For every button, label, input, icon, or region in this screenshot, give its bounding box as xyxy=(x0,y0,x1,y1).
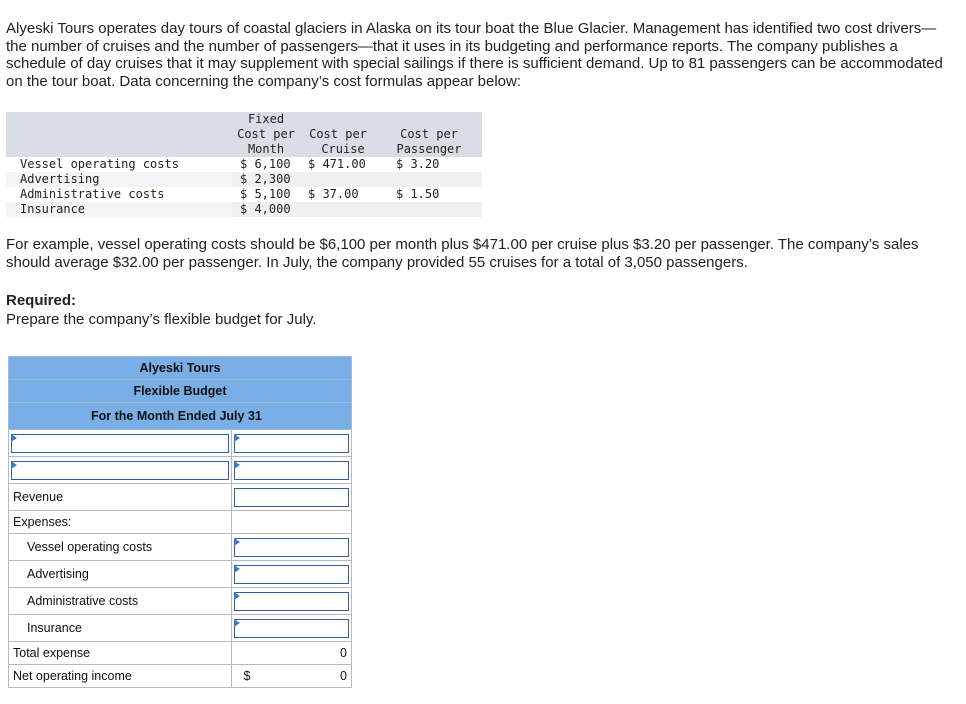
value-cell xyxy=(231,561,351,588)
input-marker-icon xyxy=(234,538,240,546)
budget-row-expenses xyxy=(9,511,352,534)
advertising-label: Advertising xyxy=(9,561,232,588)
budget-row-revenue xyxy=(9,484,352,511)
revenue-label: Revenue xyxy=(9,484,232,511)
cost-row-label: Insurance xyxy=(6,202,232,217)
advertising-input[interactable] xyxy=(234,565,349,584)
cost-cruise-value: $ 471.00 xyxy=(300,157,376,172)
dollar-sign: $ xyxy=(243,669,251,683)
budget-period-label: For the Month Ended July 31 xyxy=(91,409,262,423)
fixed-header-line2: Cost per xyxy=(237,127,295,141)
vessel-costs-input[interactable] xyxy=(234,538,349,557)
cost-header-blank xyxy=(6,112,232,157)
cruise-header-line2: Cruise xyxy=(321,142,365,156)
insurance-input[interactable] xyxy=(234,619,349,638)
revenue-input[interactable] xyxy=(234,488,349,507)
input-marker-icon xyxy=(234,434,240,442)
cost-fixed-value: $ 4,000 xyxy=(232,202,300,217)
cost-fixed-value: $ 5,100 xyxy=(232,187,300,202)
budget-header-input-row xyxy=(9,457,352,484)
cost-row xyxy=(6,202,482,217)
net-income-value: 0 xyxy=(340,669,347,683)
header-value-input-1[interactable] xyxy=(234,434,349,453)
cost-cruise-value: $ 37.00 xyxy=(300,187,376,202)
cost-fixed-value: $ 2,300 xyxy=(232,172,300,187)
value-cell xyxy=(231,484,351,511)
total-expense-value: 0 xyxy=(231,642,351,665)
cost-row xyxy=(6,172,482,187)
input-marker-icon xyxy=(234,565,240,573)
budget-header-input-row xyxy=(9,430,352,457)
budget-row-net-income xyxy=(9,665,352,688)
problem-intro: Alyeski Tours operates day tours of coastal glaciers in Alaska on its tour boat the Blue Glacier. Management has identified two cost drivers—the number of cruises and the number of passengers—that it uses in its budgeting and performance reports. The company publishes a schedule of day cruises that it may supplement with special sailings if there is sufficient demand. Up to 81 passengers can be accommodated on the tour boat. Data concerning the company’s cost formulas appear below: xyxy=(6,20,943,90)
cost-passenger-value xyxy=(376,172,482,187)
value-cell xyxy=(231,457,351,484)
cost-row-label: Advertising xyxy=(6,172,232,187)
budget-row-admin xyxy=(9,588,352,615)
fixed-header-line3: Month xyxy=(247,142,285,156)
total-expense-label: Total expense xyxy=(9,642,232,665)
value-cell xyxy=(231,615,351,642)
passenger-header-line2: Passenger xyxy=(396,142,462,156)
fixed-header-line1: Fixed xyxy=(247,112,285,126)
value-cell xyxy=(231,534,351,561)
passenger-header-line1: Cost per xyxy=(400,127,458,141)
cost-passenger-value xyxy=(376,202,482,217)
required-text: Prepare the company’s flexible budget for July. xyxy=(6,311,317,328)
input-marker-icon xyxy=(234,592,240,600)
expenses-value-empty xyxy=(231,511,351,534)
budget-row-insurance xyxy=(9,615,352,642)
input-marker-icon xyxy=(11,434,17,442)
header-value-input-2[interactable] xyxy=(234,461,349,480)
budget-row-vessel xyxy=(9,534,352,561)
net-income-cell xyxy=(231,665,351,688)
label-cell xyxy=(9,430,232,457)
net-income-label: Net operating income xyxy=(9,665,232,688)
passenger-cost-header xyxy=(376,112,482,157)
budget-row-total-expense xyxy=(9,642,352,665)
admin-costs-input[interactable] xyxy=(234,592,349,611)
input-marker-icon xyxy=(234,461,240,469)
value-cell xyxy=(231,588,351,615)
header-label-input-2[interactable] xyxy=(11,461,229,480)
cost-row xyxy=(6,157,482,172)
expenses-label: Expenses: xyxy=(9,511,232,534)
cost-passenger-value: $ 1.50 xyxy=(376,187,482,202)
cruise-cost-header xyxy=(300,112,376,157)
flexible-budget-table xyxy=(8,356,352,688)
cost-passenger-value: $ 3.20 xyxy=(376,157,482,172)
budget-company-name: Alyeski Tours xyxy=(9,357,352,380)
cost-row-label: Vessel operating costs xyxy=(6,157,232,172)
cruise-header-line1: Cost per xyxy=(309,127,367,141)
input-marker-icon xyxy=(234,619,240,627)
budget-title: Flexible Budget xyxy=(9,380,352,403)
required-heading: Required: xyxy=(6,292,77,309)
insurance-label: Insurance xyxy=(9,615,232,642)
example-paragraph: For example, vessel operating costs should be $6,100 per month plus $471.00 per cruise plus $3.20 per passenger. The company’s sales should average $32.00 per passenger. In July, the company provided 55 cruises for a total of 3,050 passengers. xyxy=(6,236,919,271)
budget-row-advertising xyxy=(9,561,352,588)
cost-formula-table xyxy=(6,112,482,217)
cost-row-label: Administrative costs xyxy=(6,187,232,202)
fixed-cost-header xyxy=(232,112,300,157)
vessel-costs-label: Vessel operating costs xyxy=(9,534,232,561)
cost-row xyxy=(6,187,482,202)
budget-period xyxy=(9,403,352,430)
value-cell xyxy=(231,430,351,457)
cost-cruise-value xyxy=(300,172,376,187)
label-cell xyxy=(9,457,232,484)
cost-cruise-value xyxy=(300,202,376,217)
header-label-input-1[interactable] xyxy=(11,434,229,453)
admin-costs-label: Administrative costs xyxy=(9,588,232,615)
cost-fixed-value: $ 6,100 xyxy=(232,157,300,172)
input-marker-icon xyxy=(11,461,17,469)
